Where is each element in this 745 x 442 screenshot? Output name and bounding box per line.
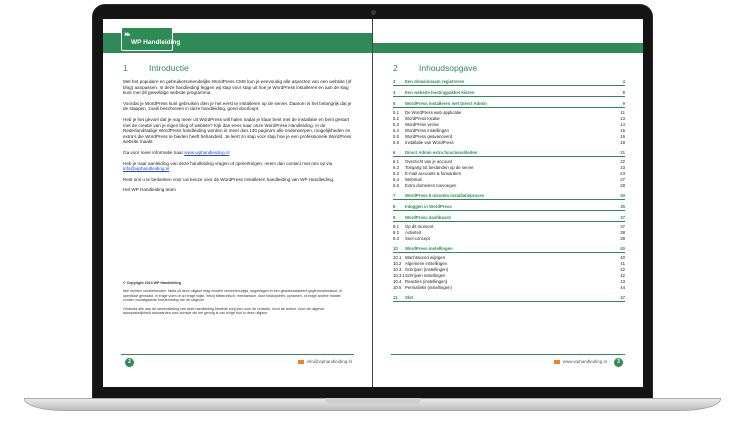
toc-section-entry[interactable]: 9.3 Snel concept 38 bbox=[393, 236, 625, 241]
toc-section-entry[interactable]: 10.2 Algemene instellingen 41 bbox=[393, 261, 625, 266]
page-footer bbox=[121, 354, 354, 368]
toc-chapter-entry[interactable]: 11 Slot 47 bbox=[393, 295, 625, 300]
laptop-notch bbox=[325, 398, 421, 404]
chapter-heading: 1 Introductie bbox=[123, 63, 189, 73]
toc-section-entry[interactable]: 10.5 Permalinks (instellingen) 44 bbox=[393, 285, 625, 290]
toc-chapter-entry[interactable]: 5 WordPress installeren met Direct Admin 9 bbox=[393, 101, 625, 106]
toc-section-entry[interactable]: 6.2 Toegang tot bestanden op de server 23 bbox=[393, 165, 625, 170]
toc-section-entry[interactable]: 5.2 WordPress locatie 13 bbox=[393, 116, 625, 121]
page-header-bar bbox=[373, 43, 643, 53]
toc-section-entry[interactable]: 5.3 WordPress versie 14 bbox=[393, 122, 625, 127]
copyright-title: © Copyright 2014 WP Handleiding bbox=[123, 281, 181, 285]
page-header-bar bbox=[103, 30, 372, 53]
right-page bbox=[373, 19, 643, 387]
footer-website: www.wphandleiding.nl bbox=[554, 359, 607, 364]
laptop-lid bbox=[92, 4, 653, 400]
copyright-block bbox=[123, 281, 352, 319]
toc-section-entry[interactable]: 6.4 Webmail 27 bbox=[393, 177, 625, 182]
page-number: 3 bbox=[614, 358, 623, 367]
chapter-heading: 2 Inhoudsopgave bbox=[393, 63, 478, 73]
intro-paragraph: Met het populaire en gebruikersvriendelijke WordPress CMS kun je eenvoudig alle aspecten van een website (of blog) aanpassen. In deze handleiding leggen wij stap voor stap uit hoe je WordPress installeren en aan de slag kunt met dit geweldige website programma. bbox=[123, 79, 352, 96]
website-link[interactable]: www.wphandleiding.nl bbox=[184, 149, 230, 155]
toc-section-entry[interactable]: 6.3 E-mail accounts & forwarders 24 bbox=[393, 171, 625, 176]
webcam-icon bbox=[371, 10, 376, 15]
document-viewer bbox=[103, 19, 643, 387]
copyright-paragraph: Ondanks alle aan de samenstelling van deze handleiding bestede zorg kan noch de redactie, noch de auteur, noch de uitgever aansprakelijkheid aanvaarden voor schade die het gevolg is van enige fout in deze uitgave. bbox=[123, 306, 325, 316]
toc-chapter-entry[interactable]: 8 Inloggen in WordPress 35 bbox=[393, 204, 625, 209]
signature: Het WP Handleiding team bbox=[123, 187, 176, 193]
toc-section-entry[interactable]: 5.1 De WordPress web applicatie 11 bbox=[393, 110, 625, 115]
toc-chapter-entry[interactable]: 4 Een website hostingpakket kiezen 8 bbox=[393, 90, 625, 95]
page-number: 2 bbox=[125, 358, 134, 367]
toc-chapter-entry[interactable]: 9 WordPress dashboard 37 bbox=[393, 215, 625, 220]
toc-section-entry[interactable]: 10.3.1 Schrijven instellingen 42 bbox=[393, 273, 625, 278]
toc-chapter-entry[interactable]: 10 WordPress instellingen 40 bbox=[393, 246, 625, 251]
envelope-icon bbox=[298, 360, 304, 364]
copyright-paragraph: Alle rechten voorbehouden. Niets uit deze uitgave mag worden verveelvoudigd, opgeslagen in een geautomatiseerd gegevensbestand, of openbaar gemaakt, in enige vorm of op enige wijze, hetzij elektronisch, mechanisch, door fotokopieën, opnamen, of enige andere manier, zonder voorafgaande toestemming van de uitgever. bbox=[123, 289, 342, 303]
contact-line: Heb je naar aanleiding van deze handleiding vragen of opmerkingen, neem dan contact met ons op via info@wphandleiding.nl bbox=[123, 160, 333, 172]
toc-section-entry[interactable]: 10.4 Reacties (instellingen) 43 bbox=[393, 279, 625, 284]
toc-section-entry[interactable]: 9.2 Activiteit 38 bbox=[393, 230, 625, 235]
monitor-icon bbox=[554, 360, 560, 364]
footer-email: info@wphandleiding.nl bbox=[298, 359, 352, 364]
intro-paragraph: Heb je het gevoel dat je nog meer uit WordPress wilt halen nadat je klaar bent met de installatie en bent gestart met de creatie van je eigen blog of website? Kijk dan eens naar onze WordPress Handleiding. In de Nederlandstalige WordPress handleiding worden in meer dan 130 pagina's alle onderwerpen, mogelijkheden en extra's die WordPress te bieden heeft behandeld. Je leert zo stap voor stap hoe je een professionele WordPress website maakt. bbox=[123, 116, 352, 145]
table-of-contents bbox=[373, 79, 643, 302]
toc-section-entry[interactable]: 10.1 Wachtwoord wijzigen 40 bbox=[393, 255, 625, 260]
toc-chapter-entry[interactable]: 3 Een domeinnaam registreren 4 bbox=[393, 79, 625, 84]
toc-section-entry[interactable]: 5.4 WordPress instellingen 15 bbox=[393, 128, 625, 133]
toc-section-entry[interactable]: 5.5 WordPress geavanceerd 16 bbox=[393, 134, 625, 139]
toc-section-entry[interactable]: 6.5 Extra domeinen toevoegen 28 bbox=[393, 183, 625, 188]
thanks-line: Rest ons u te bedanken voor uw keuze voor de WordPress Installeren handleiding van WP Handleiding. bbox=[123, 176, 335, 182]
left-page bbox=[103, 19, 373, 387]
wp-handleiding-logo: ❧ WP Handleiding bbox=[121, 27, 173, 51]
intro-body bbox=[103, 79, 372, 193]
toc-section-entry[interactable]: 10.3 Schrijven (instellingen) 42 bbox=[393, 267, 625, 272]
more-info-line: Ga voor meer informatie naar www.wphandleiding.nl bbox=[123, 149, 230, 155]
email-link[interactable]: info@wphandleiding.nl bbox=[123, 166, 170, 172]
toc-chapter-entry[interactable]: 7 WordPress 5 minuten installatieproces 30 bbox=[393, 193, 625, 198]
page-footer bbox=[391, 354, 625, 368]
toc-section-entry[interactable]: 5.6 Installatie van WordPress 18 bbox=[393, 140, 625, 145]
toc-section-entry[interactable]: 6.1 Overzicht van je account 22 bbox=[393, 159, 625, 164]
toc-chapter-entry[interactable]: 6 Direct Admin extra functionaliteiten 21 bbox=[393, 150, 625, 155]
leaf-icon: ❧ bbox=[124, 30, 131, 39]
toc-section-entry[interactable]: 9.1 Op dit moment 37 bbox=[393, 224, 625, 229]
intro-paragraph: Voordat je WordPress kunt gebruiken dien je het eerst te installeren op de server. Daarom is het belangrijk dat je de stappen, zoals beschreven in deze handleiding, goed doorloopt. bbox=[123, 100, 352, 112]
